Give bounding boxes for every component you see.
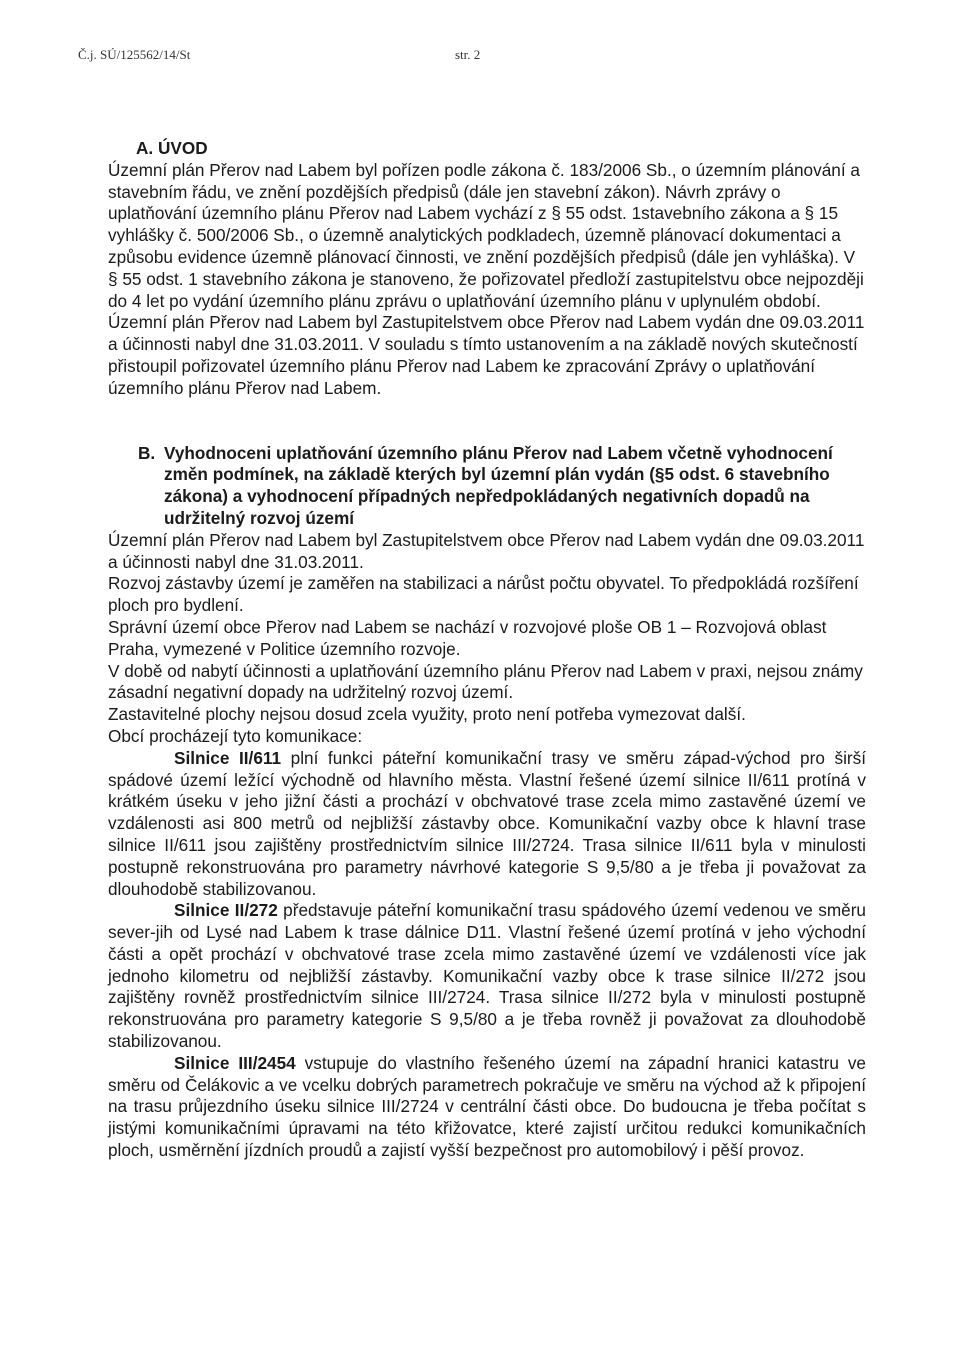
road-name: Silnice II/272	[174, 900, 278, 921]
road-paragraph-ii-272	[108, 900, 866, 1053]
road-description: plní funkci páteřní komunikační trasy ve směru západ-východ pro širší spádové území ležící východně od hlavního města. Vlastní řešené území silnice II/611 protíná v krátkém úseku v jeho jižní části a prochází v obchvatové trase zcela mimo zastavěné území ve vzdálenosti asi 800 metrů od nejbližší zástavby obce. Komunikační vazby obce k hlavní trase silnice II/611 jsou zajištěny prostřednictvím silnice III/2724. Trasa silnice II/611 byla v minulosti postupně rekonstruována pro parametry návrhové kategorie S 9,5/80 a je třeba ji považovat za dlouhodobě stabilizovanou.	[108, 747, 866, 899]
section-a-heading: A. ÚVOD	[136, 138, 208, 158]
road-name: Silnice II/611	[174, 747, 282, 768]
road-paragraph-iii-2454	[108, 1053, 866, 1162]
page-header	[0, 47, 960, 71]
section-a-paragraph: Územní plán Přerov nad Labem byl pořízen podle zákona č. 183/2006 Sb., o územním plánování a stavebním řádu, ve znění pozdějších předpisů (dále jen stavební zákon). Návrh zprávy o uplatňování územního plánu Přerov nad Labem vychází z § 55 odst. 1stavebního zákona a § 15 vyhlášky č. 500/2006 Sb., o územně analytických podkladech, územně plánovací dokumentaci a způsobu evidence územně plánovací činnosti, ve znění pozdějších předpisů (dále jen vyhláška). V § 55 odst. 1 stavebního zákona je stanoveno, že pořizovatel předloží zastupitelstvu obce nejpozději do 4 let po vydání územního plánu zprávu o uplatňování územního plánu v uplynulém období. Územní plán Přerov nad Labem byl Zastupitelstvem obce Přerov nad Labem vydán dne 09.03.2011 a účinnosti nabyl dne 31.03.2011. V souladu s tímto ustanovením a na základě nových skutečností přistoupil pořizovatel územního plánu Přerov nad Labem ke zpracování Zprávy o uplatňování územního plánu Přerov nad Labem.	[108, 159, 865, 398]
road-description: představuje páteřní komunikační trasu spádového území vedenou ve směru sever-jih od Lysé nad Labem k trase dálnice D11. Vlastní řešené území protíná v jeho východní části a opět prochází v obchvatové trase zcela mimo zastavěné území ve vzdálenosti více jak jednoho kilometru od nejbližší zástavby. Komunikační vazby obce k trase silnice II/272 jsou zajištěny rovněž prostřednictvím silnice III/2724. Trasa silnice II/272 byla v minulosti postupně rekonstruována pro parametry kategorie S 9,5/80 a je třeba rovněž ji považovat za dlouhodobě stabilizovanou.	[108, 900, 866, 1052]
document-body	[108, 138, 866, 1162]
section-b-paragraph: Zastavitelné plochy nejsou dosud zcela využity, proto není potřeba vymezovat další.	[108, 704, 746, 725]
section-b-heading	[138, 443, 866, 530]
section-b-letter: B.	[138, 442, 156, 463]
road-name: Silnice III/2454	[174, 1052, 296, 1073]
section-b-paragraph: Územní plán Přerov nad Labem byl Zastupitelstvem obce Přerov nad Labem vydán dne 09.03.2011 a účinnosti nabyl dne 31.03.2011.	[108, 529, 865, 572]
section-b-title: Vyhodnoceni uplatňování územního plánu Přerov nad Labem včetně vyhodnocení změn podmínek, na základě kterých byl územní plán vydán (§5 odst. 6 stavebního zákona) a vyhodnocení případných nepředpokládaných negativních dopadů na udržitelný rozvoj území	[164, 442, 833, 528]
reference-number: Č.j. SÚ/125562/14/St	[78, 47, 191, 62]
road-paragraph-ii-611	[108, 748, 866, 901]
road-description: vstupuje do vlastního řešeného území na západní hranici katastru ve směru od Čelákovic a ve vcelku dobrých parametrech pokračuje ve směru na východ až k připojení na trasu průjezdního úseku silnice III/2724 v centrální části obce. Do budoucna je třeba počítat s jistými komunikačními úpravami na této křižovatce, které zajistí určitou redukci komunikačních ploch, usměrnění jízdních proudů a zajistí vyšší bezpečnost pro automobilový i pěší provoz.	[108, 1052, 866, 1161]
section-b-paragraph: Správní území obce Přerov nad Labem se nachází v rozvojové ploše OB 1 – Rozvojová oblast Praha, vymezené v Politice územního rozvoje.	[108, 616, 827, 659]
section-b-paragraph: V době od nabytí účinnosti a uplatňování územního plánu Přerov nad Labem v praxi, nejsou známy zásadní negativní dopady na udržitelný rozvoj území.	[108, 660, 863, 703]
section-b-paragraph: Rozvoj zástavby území je zaměřen na stabilizaci a nárůst počtu obyvatel. To předpokládá rozšíření ploch pro bydlení.	[108, 573, 859, 616]
page-number: str. 2	[455, 47, 481, 62]
section-b-paragraph: Obcí procházejí tyto komunikace:	[108, 725, 363, 746]
